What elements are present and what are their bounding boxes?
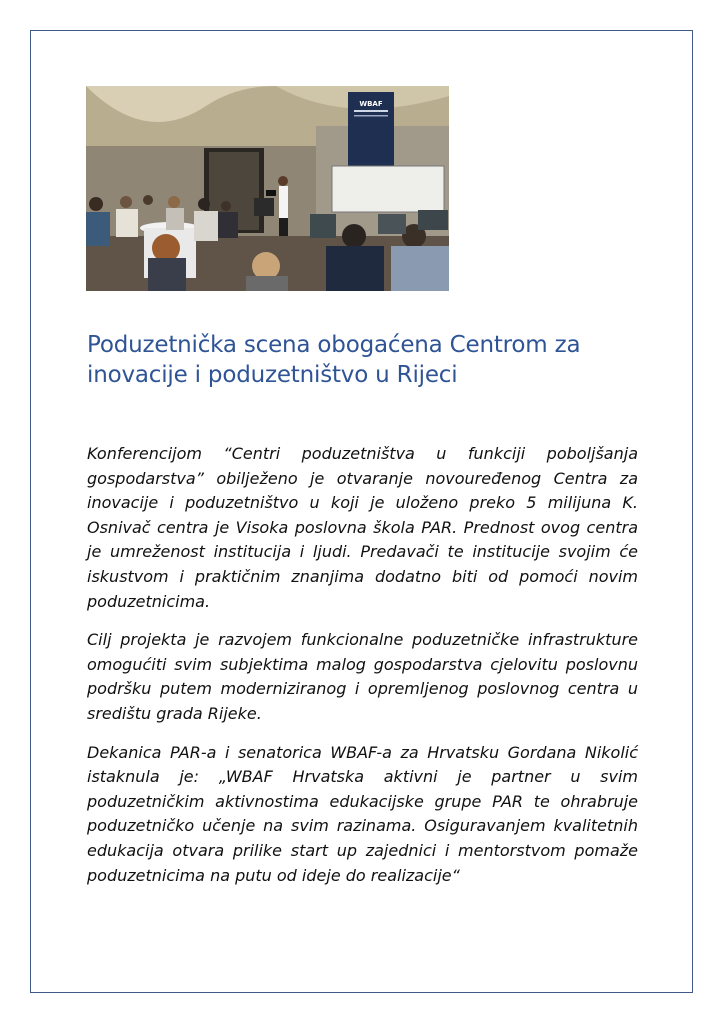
article-body bbox=[87, 442, 638, 902]
paragraph-1: Konferencijom “Centri poduzetništva u funkciji poboljšanja gospodarstva” obilježeno je otvaranje novouređenog Centra za inovacije i poduzetništvo u koji je uloženo preko 5 milijuna K. Osnivač centra je Visoka poslovna škola PAR. Prednost ovog centra je umreženost institucija i ljudi. Predavači te institucije svojim će iskustvom i praktičnim znanjima dodatno biti od pomoći novim poduzetnicima. bbox=[87, 444, 638, 611]
article-headline: Poduzetnička scena obogaćena Centrom za inovacije i poduzetništvo u Rijeci bbox=[87, 332, 581, 388]
banner-text: WBAF bbox=[359, 100, 383, 108]
paragraph-2: Cilj projekta je razvojem funkcionalne poduzetničke infrastrukture omogućiti svim subjektima malog gospodarstva cjelovitu poslovnu podršku putem moderniziranog i opremljenog poslovnog centra u središtu grada Rijeke. bbox=[87, 630, 638, 723]
conference-photo-illustration bbox=[86, 86, 449, 291]
paragraph-3: Dekanica PAR-a i senatorica WBAF-a za Hrvatsku Gordana Nikolić istaknula je: „WBAF Hrvatska aktivni je partner u svim poduzetničkim aktivnostima edukacijske grupe PAR te ohrabruje poduzetničko učenje na svim razinama. Osiguravanjem kvalitetnih edukacija otvara prilike start up zajednici i mentorstvom pomaže poduzetnicima na putu od ideje do realizacije“ bbox=[87, 742, 638, 885]
conference-photo bbox=[86, 86, 449, 291]
